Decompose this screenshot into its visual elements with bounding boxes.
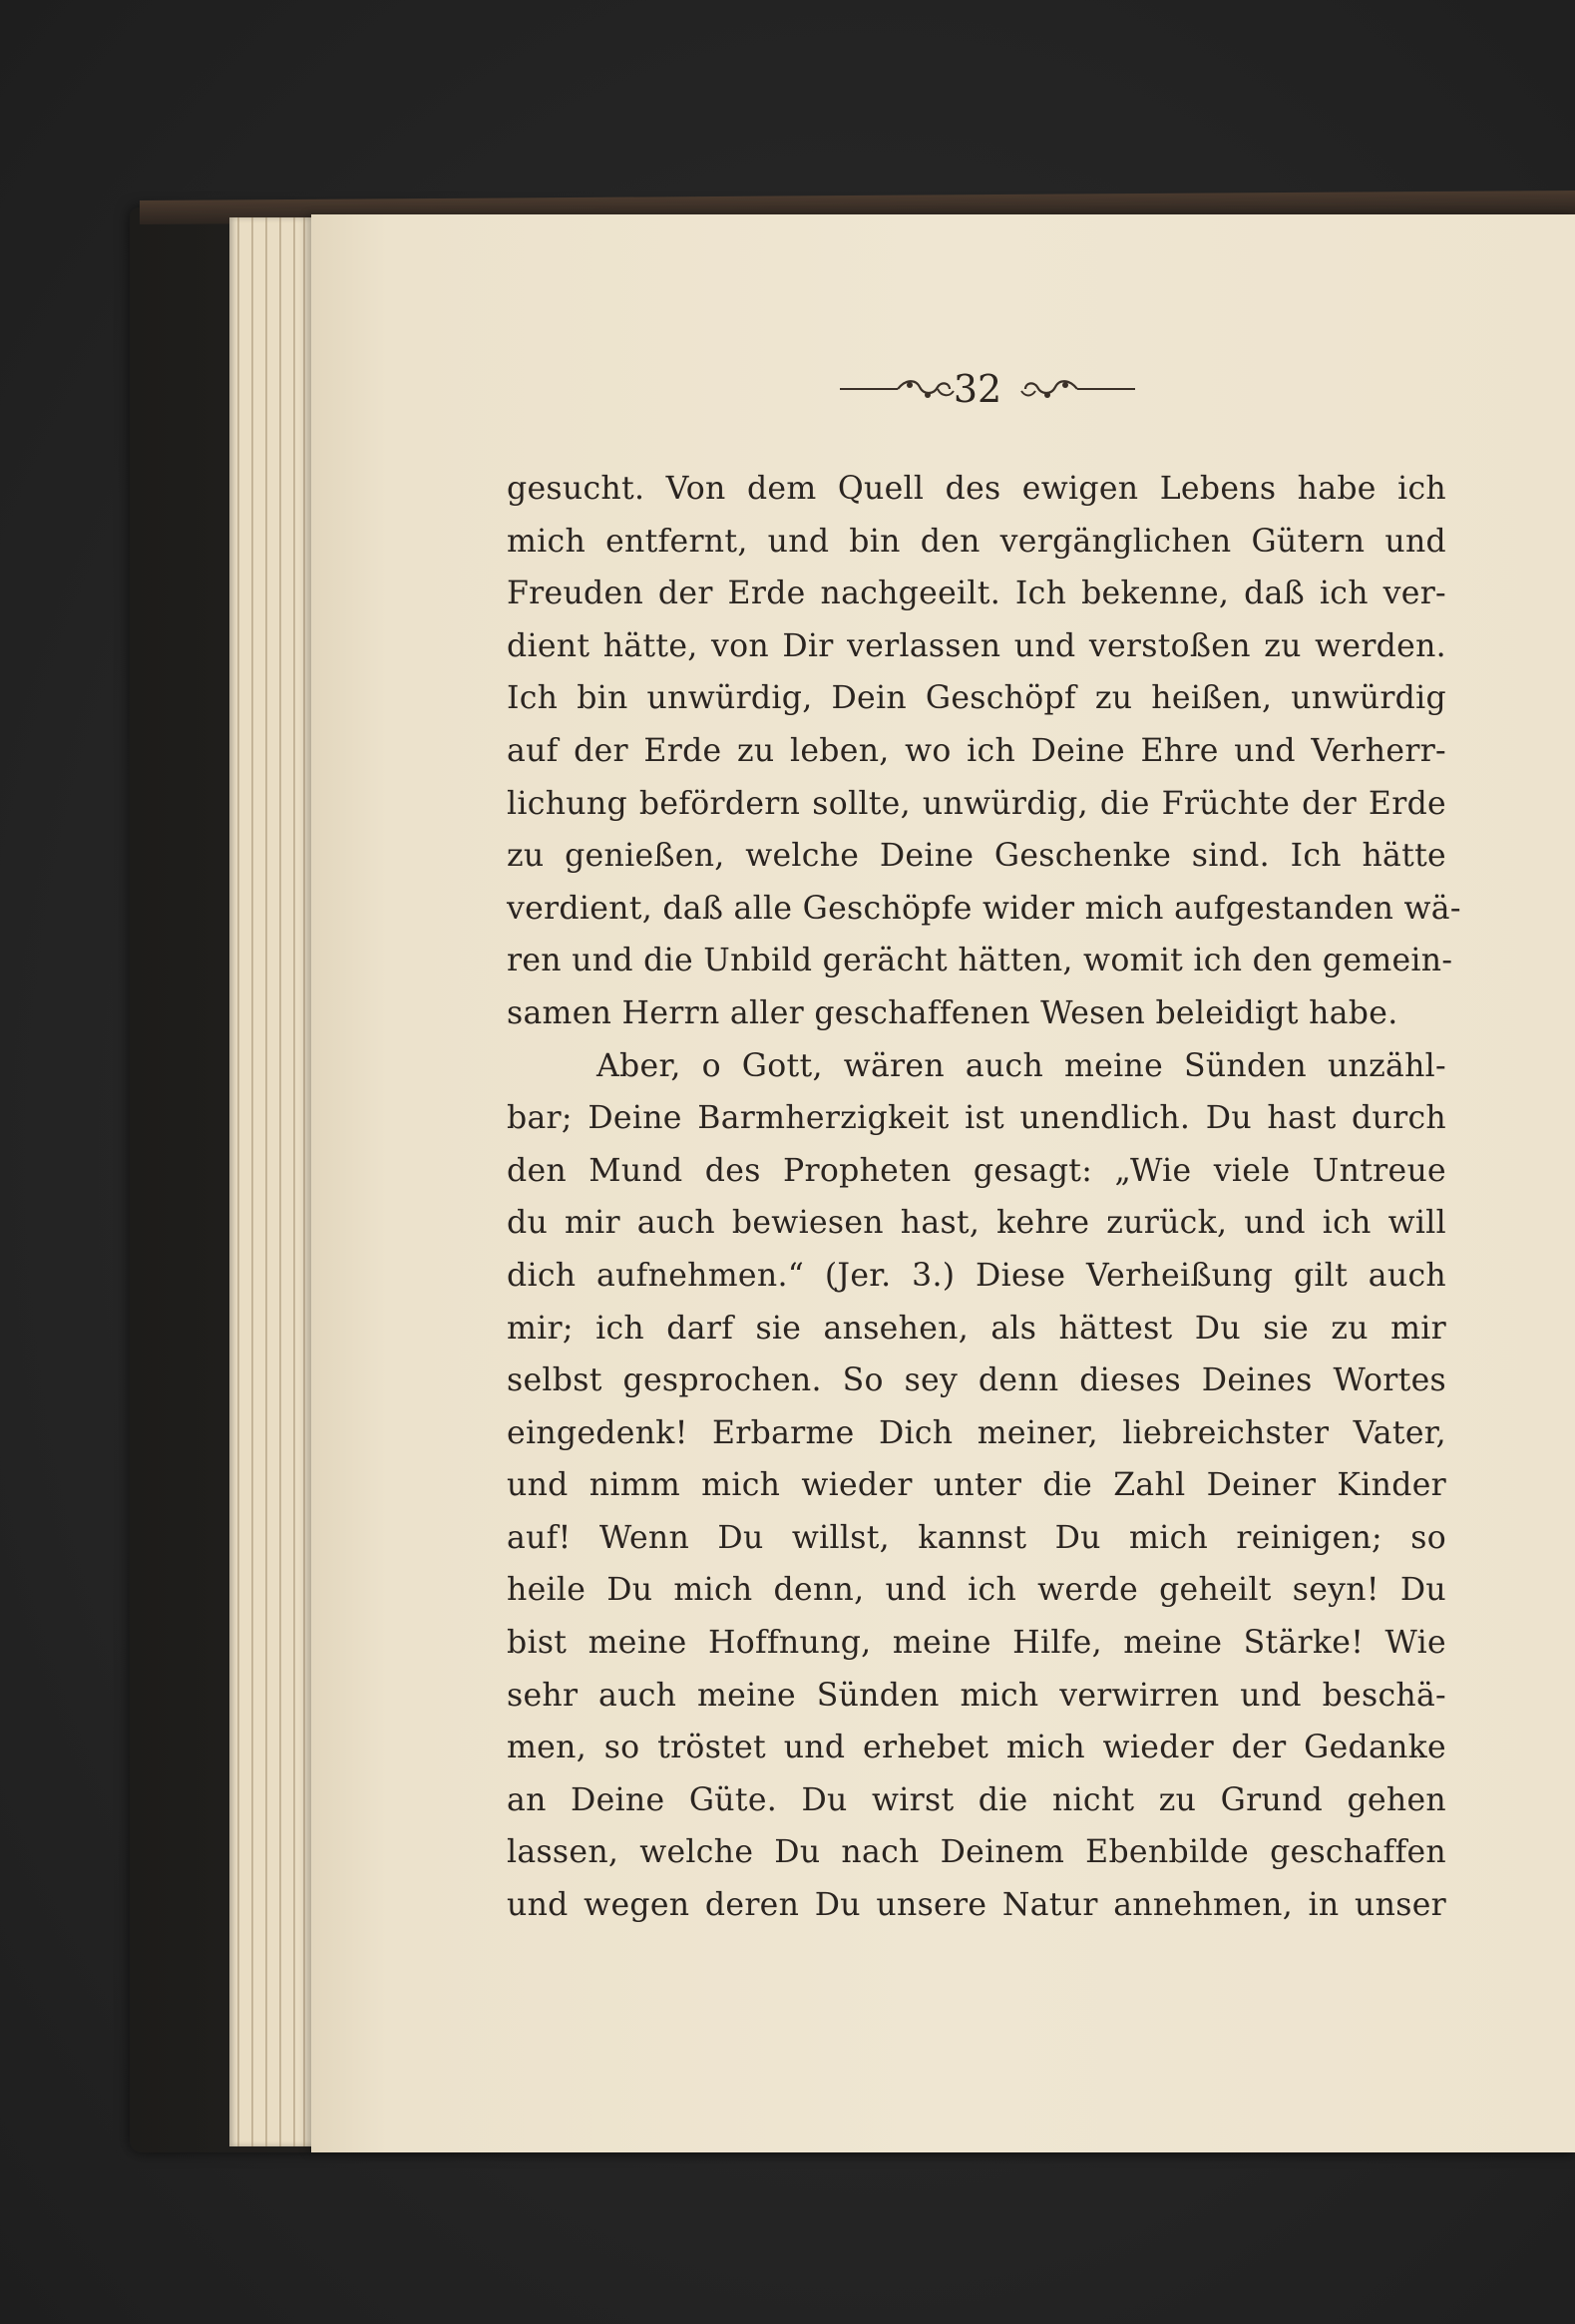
text-line: mich entfernt, und bin den vergänglichen Gütern und bbox=[507, 523, 1446, 560]
text-line: sehr auch meine Sünden mich verwirren und beschä- bbox=[507, 1677, 1446, 1714]
right-ornament-icon bbox=[1017, 375, 1137, 403]
text-line: du mir auch bewiesen hast, kehre zurück, und ich will bbox=[507, 1205, 1446, 1242]
text-line: samen Herrn aller geschaffenen Wesen beleidigt habe. bbox=[507, 994, 1398, 1031]
text-line: auf der Erde zu leben, wo ich Deine Ehre und Verherr- bbox=[507, 732, 1446, 769]
text-line: zu genießen, welche Deine Geschenke sind. Ich hätte bbox=[507, 838, 1446, 875]
left-ornament-icon bbox=[838, 375, 958, 403]
text-line: und nimm mich wieder unter die Zahl Deiner Kinder bbox=[507, 1467, 1446, 1504]
text-line: Aber, o Gott, wären auch meine Sünden unzähl- bbox=[596, 1047, 1446, 1084]
text-line: auf! Wenn Du willst, kannst Du mich reinigen; so bbox=[507, 1519, 1446, 1556]
text-line: lassen, welche Du nach Deinem Ebenbilde geschaffen bbox=[507, 1834, 1446, 1871]
text-line: heile Du mich denn, und ich werde geheilt seyn! Du bbox=[507, 1572, 1446, 1609]
text-line: men, so tröstet und erhebet mich wieder der Gedanke bbox=[507, 1730, 1446, 1766]
text-line: ren und die Unbild gerächt hätten, womit ich den gemein- bbox=[507, 943, 1453, 979]
text-line: eingedenk! Erbarme Dich meiner, liebreichster Vater, bbox=[507, 1414, 1446, 1451]
text-line: bar; Deine Barmherzigkeit ist unendlich. Du hast durch bbox=[507, 1100, 1446, 1137]
text-line: selbst gesprochen. So sey denn dieses Deines Wortes bbox=[507, 1362, 1446, 1399]
text-line: Ich bin unwürdig, Dein Geschöpf zu heißen, unwürdig bbox=[507, 680, 1446, 717]
text-line: dient hätte, von Dir verlassen und verstoßen zu werden. bbox=[507, 627, 1446, 664]
text-line: und wegen deren Du unsere Natur annehmen, in unser bbox=[507, 1887, 1446, 1924]
page-number: 32 bbox=[953, 367, 1002, 411]
text-line: dich aufnehmen.“ (Jer. 3.) Diese Verheißung gilt auch bbox=[507, 1257, 1446, 1294]
text-line: mir; ich darf sie ansehen, als hättest Du sie zu mir bbox=[507, 1310, 1446, 1347]
text-line: lichung befördern sollte, unwürdig, die Früchte der Erde bbox=[507, 785, 1446, 822]
text-line: verdient, daß alle Geschöpfe wider mich aufgestanden wä- bbox=[507, 890, 1461, 927]
text-line: den Mund des Propheten gesagt: „Wie viele Untreue bbox=[507, 1152, 1446, 1189]
body-text bbox=[507, 463, 1461, 1932]
text-line: gesucht. Von dem Quell des ewigen Lebens habe ich bbox=[507, 471, 1446, 507]
text-line: Freuden der Erde nachgeeilt. Ich bekenne, daß ich ver- bbox=[507, 576, 1446, 612]
page-header bbox=[798, 361, 1157, 417]
text-line: bist meine Hoffnung, meine Hilfe, meine Stärke! Wie bbox=[507, 1625, 1446, 1662]
text-line: an Deine Güte. Du wirst die nicht zu Grund gehen bbox=[507, 1781, 1446, 1818]
